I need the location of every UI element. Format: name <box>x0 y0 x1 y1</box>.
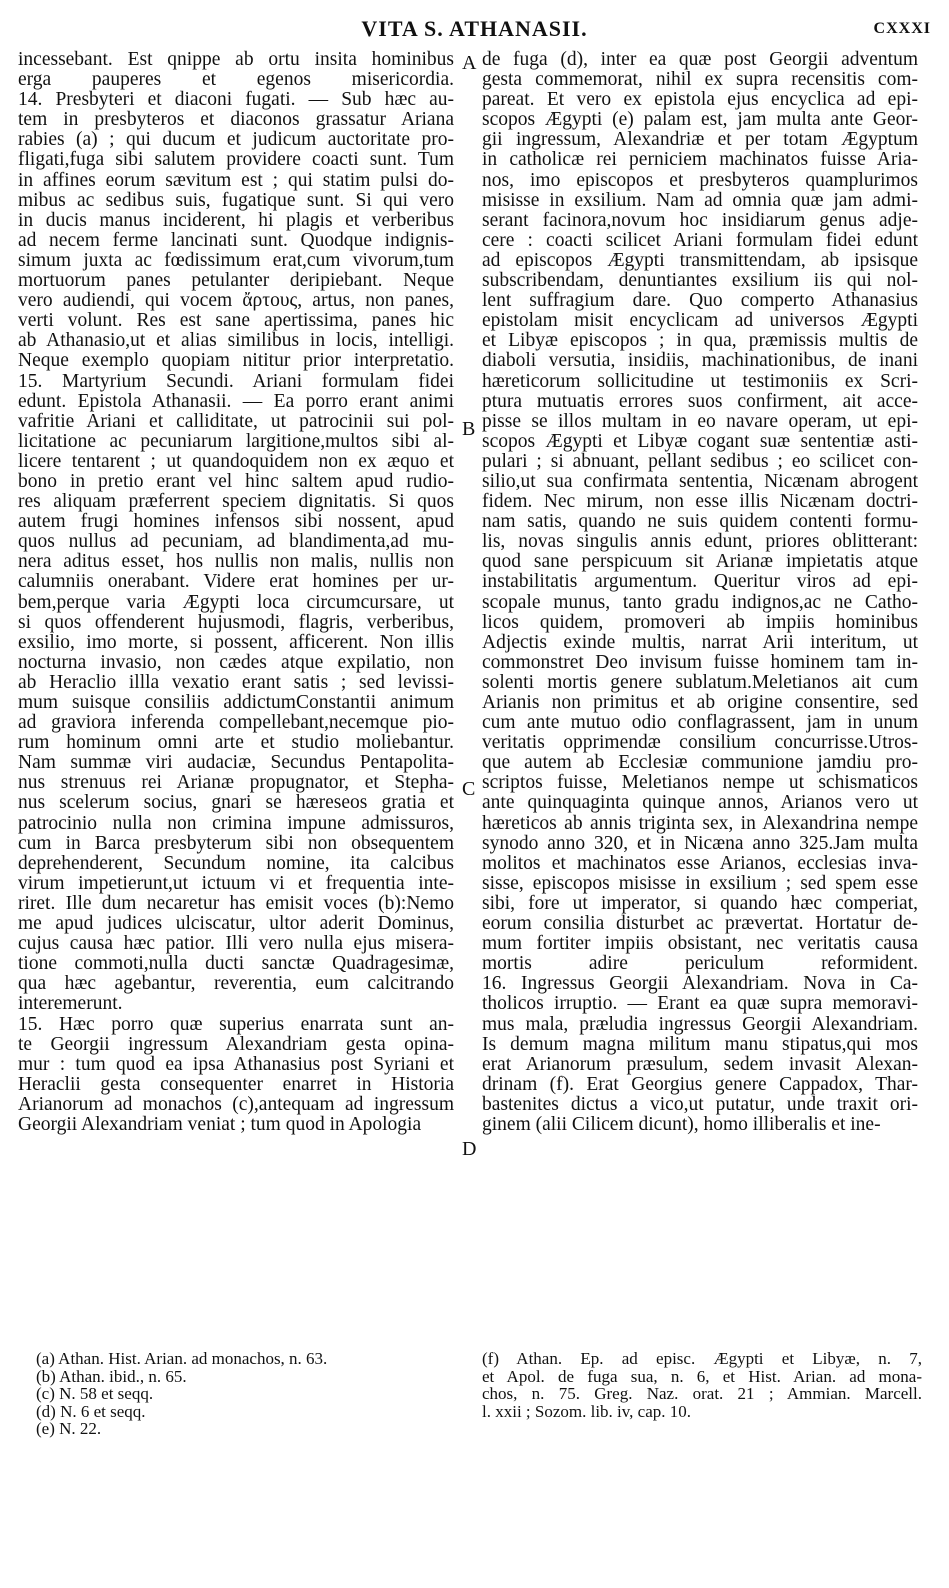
text-line: bono in pretio erant vel hinc saltem apud rudio- <box>18 470 454 492</box>
text-line: synodo anno 320, et in Nicæna anno 325.Jam multa <box>482 832 918 854</box>
text-line: nam satis, quando ne suis quidem contenti formu- <box>482 511 918 533</box>
text-line: instabilitatis argumentum. Queritur viros ad epi- <box>482 571 918 593</box>
text-line: fidem. Nec mirum, non esse illis Nicænam doctri- <box>482 491 918 513</box>
text-line: patrocinio nulla non crimina impune admissuros, <box>18 812 454 834</box>
text-line: 15. Hæc porro quæ superius enarrata sunt an- <box>18 1013 454 1035</box>
text-line: cujus causa hæc patior. Illi vero nulla ejus misera- <box>18 933 454 955</box>
text-line: ante quinquaginta quinque annos, Arianos vero ut <box>482 792 918 814</box>
margin-marker-d: D <box>462 1138 477 1160</box>
text-line: virum impetierunt,ut ictuum vi et frequentia inte- <box>18 872 454 894</box>
text-line: quos nullus ad pecuniam, ad blandimenta,ad mu- <box>18 531 454 553</box>
text-line: molitos et machinatos esse Arianos, ecclesias inva- <box>482 852 918 874</box>
text-line: mus mala, præludia ingressus Georgii Alexandriam. <box>482 1013 918 1035</box>
text-line: epistolam misit encyclicam ad universos Ægypti <box>482 310 918 332</box>
text-line: pulari ; si abnuant, pellant sedibus ; eo scilicet con- <box>482 450 918 472</box>
footnote: (a) Athan. Hist. Arian. ad monachos, n. 63. <box>36 1349 328 1368</box>
text-line: hæreticorum sollicitudine ut testimoniis ex Scri- <box>482 370 918 392</box>
margin-marker-b: B <box>462 418 476 440</box>
text-line: me apud judices ulciscatur, ultor aderit Dominus, <box>18 913 454 935</box>
text-line: Georgii Alexandriam veniat ; tum quod in Apologia <box>18 1113 422 1135</box>
text-line: sibi, fore ut imperator, si quando hæc comperiat, <box>482 892 918 914</box>
text-line: 14. Presbyteri et diaconi fugati. — Sub hæc au- <box>18 89 454 111</box>
running-title: VITA S. ATHANASII. <box>361 16 588 41</box>
text-line: si quos offenderent hujusmodi, flagris, verberibus, <box>18 611 454 633</box>
text-line: incessebant. Est qnippe ab ortu insita hominibus <box>18 49 454 70</box>
text-line: ab Heraclio illla vexatio erant satis ; sed levissi- <box>18 671 454 693</box>
text-line: tione commoti,nulla ducti sanctæ Quadragesimæ, <box>18 953 454 975</box>
text-line: cere : coacti scilicet Ariani formulam fidei edunt <box>482 229 918 251</box>
text-line: ad graviora inferenda compellebant,necemque pio- <box>18 712 454 734</box>
text-line: verti volunt. Res est sane apertissima, panes hic <box>18 310 454 332</box>
text-line: vafritie Ariani et calliditate, ut patrocinii sui pol- <box>18 410 454 432</box>
text-line: fligati,fuga sibi salutem providere coacti sunt. Tum <box>18 149 454 171</box>
text-line: scriptos fuisse, Meletianos nempe ut schismaticos <box>482 772 918 794</box>
text-line: que autem ab Ecclesiæ communione jamdiu pro- <box>482 752 918 774</box>
text-line: licere tentarent ; ut quandoquidem non ex æquo et <box>18 450 454 472</box>
text-line: pisse se illos multam in eo navare operam, ut epi- <box>482 410 918 432</box>
text-line: gii ingressum, Alexandriæ et per totam Ægyptum <box>482 129 918 151</box>
footnote: (f) Athan. Ep. ad episc. Ægypti et Libyæ, n. 7, <box>482 1349 922 1368</box>
text-line: Nam summæ viri audaciæ, Secundus Pentapolita- <box>18 752 454 774</box>
text-line: in affines eorum sævitum est ; qui statim pulsi do- <box>18 169 454 191</box>
text-line: gesta commemorat, nihil ex supra recensitis com- <box>482 69 918 91</box>
text-line: subscribendam, denuntiantes exsilium iis qui nol- <box>482 270 918 292</box>
text-line: vero audiendi, qui vocem ἄρτους, artus, non panes, <box>18 290 454 312</box>
right-column <box>482 50 918 1135</box>
running-header <box>0 14 949 44</box>
text-line: deprehenderent, Secundum nomine, ita calcibus <box>18 852 454 874</box>
text-line: bem,perque varia Ægypti loca circumcursare, ut <box>18 591 454 613</box>
text-line: mortuorum panes petulanter deripiebant. Neque <box>18 270 454 292</box>
text-line: hæreticos ab annis triginta sex, in Alexandrina nempe <box>482 812 918 834</box>
text-line: nera aditus esset, hos nullis non malis, nullis non <box>18 551 454 573</box>
text-line: edunt. Epistola Athanasii. — Ea porro erant animi <box>18 390 454 412</box>
text-line: 16. Ingressus Georgii Alexandriam. Nova in Ca- <box>482 973 918 995</box>
text-line: drinam (f). Erat Georgius genere Cappadox, Thar- <box>482 1073 918 1095</box>
text-line: commonstret Deo invisum fuisse hominem tam in- <box>482 651 918 673</box>
footnote: (c) N. 58 et seqq. <box>36 1384 154 1403</box>
margin-marker-a: A <box>462 52 477 74</box>
text-line: bastenites dictus a vico,ut putatur, unde traxit ori- <box>482 1093 918 1115</box>
text-line: Arianorum ad monachos (c),antequam ad ingressum <box>18 1093 454 1115</box>
text-line: solenti mortis genere sublatum.Meletianos ait cum <box>482 671 918 693</box>
text-line: exsilio, imo morte, si possent, afficerent. Non illis <box>18 631 454 653</box>
text-line: rum hominum omni arte et studio moliebantur. <box>18 732 454 754</box>
text-line: ginem (alii Cilicem dicunt), homo illiberalis et ine- <box>482 1113 881 1135</box>
text-line: riret. Ille dum necaretur has emisit voces (b):Nemo <box>18 892 454 914</box>
text-line: erga pauperes et egenos misericordia. <box>18 69 454 91</box>
text-line: licitatione ac pecuniarum largitione,multos sibi al- <box>18 430 454 452</box>
text-line: licos quidem, promoveri ab impiis hominibus <box>482 611 918 633</box>
text-line: interemerunt. <box>18 993 123 1015</box>
text-line: cum in Barca presbyterum sibi non obsequentem <box>18 832 454 854</box>
text-line: quod sane perspicuum sit Arianæ impietatis atque <box>482 551 918 573</box>
footnotes-right <box>482 1350 922 1420</box>
text-line: misisse in exsilium. Nam ad omnia quæ jam admi- <box>482 189 918 211</box>
text-line: rabies (a) ; qui ducum et judicum auctoritate pro- <box>18 129 454 151</box>
text-line: et Libyæ episcopos ; in qua, præmissis multis de <box>482 330 918 352</box>
text-line: pareat. Et vero ex epistola ejus encyclica ad epi- <box>482 89 918 111</box>
text-line: mur : tum quod ea ipsa Athanasius post Syriani et <box>18 1053 454 1075</box>
footnote: (d) N. 6 et seqq. <box>36 1401 146 1421</box>
footnote: et Apol. de fuga sua, n. 6, et Hist. Arian. ad mona- <box>482 1366 922 1386</box>
text-line: serant facinora,novum hoc insidiarum genus adje- <box>482 209 918 231</box>
footnote: chos, n. 75. Greg. Naz. orat. 21 ; Ammian. Marcell. <box>482 1384 922 1403</box>
text-line: scopos Ægypti (e) palam est, jam multa ante Geor- <box>482 109 918 131</box>
text-line: scopale munus, tanto gradu indignos,ac ne Catho- <box>482 591 918 613</box>
text-line: nos, imo episcopos et presbyteros quamplurimos <box>482 169 918 191</box>
text-line: in catholicæ rei perniciem machinatos fuisse Aria- <box>482 149 918 171</box>
text-line: simum juxta ac fœdissimum erat,cum vivorum,tum <box>18 249 454 271</box>
footnote: (e) N. 22. <box>36 1419 102 1438</box>
text-line: lis, novas singulis annis edunt, priores oblitterant: <box>482 531 918 553</box>
text-line: Neque exemplo quopiam nititur prior interpretatio. <box>18 350 454 372</box>
text-line: mibus ac sedibus suis, fugatique sunt. Si qui vero <box>18 189 454 211</box>
text-line: Is demum magna militum manu stipatus,qui mos <box>482 1033 918 1055</box>
text-line: eorum consilia disturbet ac prævertat. Hortatur de- <box>482 913 918 935</box>
text-line: silio,ut sua confirmata sententia, Nicænam abrogent <box>482 470 918 492</box>
text-line: 15. Martyrium Secundi. Ariani formulam fidei <box>18 370 454 392</box>
text-line: Heraclii gesta consequenter enarret in Historia <box>18 1073 454 1095</box>
text-line: mortis adire periculum reformident. <box>482 953 918 975</box>
text-line: mum fortiter impiis obsistant, nec veritatis causa <box>482 933 918 955</box>
margin-marker-c: C <box>462 778 476 800</box>
text-line: nus strenuus rei Arianæ propugnator, et Stepha- <box>18 772 454 794</box>
text-line: nus scelerum socius, gnari se hæreseos gratia et <box>18 792 454 814</box>
text-line: mum suisque consiliis addictumConstantii animum <box>18 692 454 713</box>
text-line: lent suffragium dare. Quo comperto Athanasius <box>482 290 918 312</box>
text-line: sisse, episcopos misisse in exsilium ; sed spem esse <box>482 872 918 894</box>
text-line: diaboli versutia, insidiis, machinationibus, de inani <box>482 350 918 372</box>
page-number: CXXXI <box>873 20 931 37</box>
text-line: ab Athanasio,ut et alias similibus in locis, intelligi. <box>18 330 454 352</box>
text-line: scopos Ægypti et Libyæ cogant suæ sententiæ asti- <box>482 430 918 452</box>
text-line: qua hæc agebantur, reverentia, eum calcitrando <box>18 973 454 995</box>
footnotes-left <box>36 1350 436 1438</box>
text-line: res aliquam præferrent speciem dignitatis. Si quos <box>18 491 454 513</box>
text-line: tholicos irruptio. — Erant ea quæ supra memoravi- <box>482 993 918 1015</box>
text-line: cum ante mutuo odio conflagrassent, jam in unum <box>482 712 918 734</box>
text-line: veritatis opprimendæ consilium concurrisse.Utros- <box>482 732 918 754</box>
footnote: l. xxii ; Sozom. lib. iv, cap. 10. <box>482 1401 692 1421</box>
text-line: ptura mutuatis errores suos confirment, ait acce- <box>482 390 918 412</box>
text-line: nocturna invasio, non cædes atque expilatio, non <box>18 651 454 673</box>
text-line: autem frugi homines infensos sibi nossent, apud <box>18 511 454 533</box>
text-line: ad episcopos Ægypti transmittendam, ab ipsisque <box>482 249 918 271</box>
text-line: tem in presbyteros et diaconos grassatur Ariana <box>18 109 454 131</box>
text-line: de fuga (d), inter ea quæ post Georgii adventum <box>482 49 918 70</box>
text-line: Arianis non primitus et ab origine consentire, sed <box>482 692 918 713</box>
text-line: calumniis onerabant. Videre erat homines per ur- <box>18 571 454 593</box>
text-line: ad necem ferme lancinati sunt. Quodque indignis- <box>18 229 454 251</box>
text-line: erat Arianorum præsulum, sedem invasit Alexan- <box>482 1053 918 1075</box>
footnote: (b) Athan. ibid., n. 65. <box>36 1366 187 1386</box>
text-line: te Georgii ingressum Alexandriam gesta opina- <box>18 1033 454 1055</box>
left-column <box>18 50 454 1135</box>
text-line: in ducis manus inciderent, hi plagis et verberibus <box>18 209 454 231</box>
text-line: Adjectis exinde multis, narrat Arii interitum, ut <box>482 631 918 653</box>
